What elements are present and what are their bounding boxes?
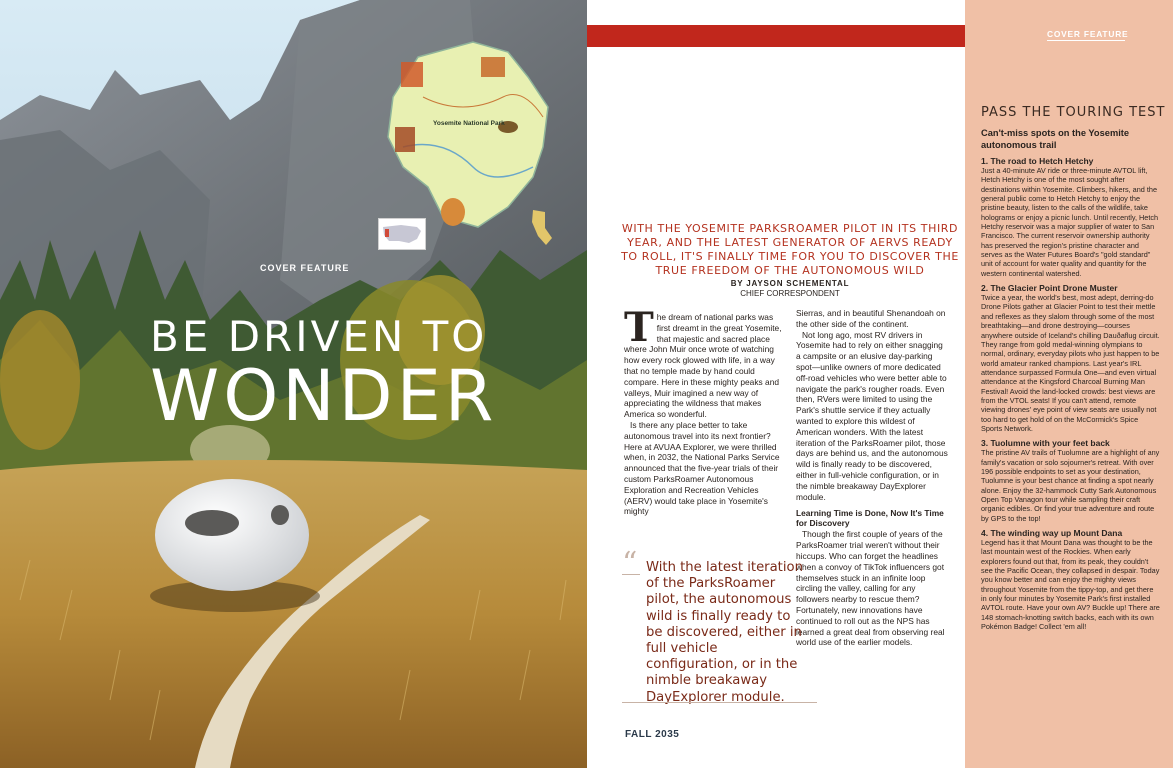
article-column-2 xyxy=(796,308,948,648)
sidebar-section-label: COVER FEATURE xyxy=(1047,29,1129,39)
drop-cap: T xyxy=(624,304,654,351)
divider xyxy=(1047,40,1125,41)
quote-mark-icon: “ xyxy=(622,546,638,581)
list-item-heading: 1. The road to Hetch Hetchy xyxy=(981,156,1094,166)
list-item-heading: 4. The winding way up Mount Dana xyxy=(981,528,1123,539)
byline-title: CHIEF CORRESPONDENT xyxy=(740,289,840,298)
list-item-heading: 2. The Glacier Point Drone Muster xyxy=(981,283,1118,294)
pull-quote: With the latest iteration of the ParksRoamer pilot, the autonomous wild is finally ready to be discovered, either in full vehicle configuration, or in the nimble breakaway DayExplorer module. xyxy=(646,560,803,705)
list-item-body: Just a 40-minute AV ride or three-minute AVTOL lift, Hetch Hetchy is one of the most sought after destinations within Yosemite. Climbers, hikers, and the general public come to Hetch Hetchy to enjoy the pristine beauty, listen to the calls of the wildlife, take holograms or enjoy a picnic lunch. Until recently, Hetch Hetchy reservoir was a major supplier of water to San Francisco. The current reservoir ownership authority has preserved the region's pristine character and serves as the Water Futures Board's "gold standard" unit of account for water quality and quantity for the western continental watershed. xyxy=(981,166,1159,278)
paragraph: he dream of national parks was first dreamt in the great Yosemite, that majestic and sacred place where John Muir once wrote of watching how every rock glowed with life, in a way that no temple made by hand could compare. Here in these mighty peaks and valleys, Muir imagined a new way of appreciating the wildness that makes America so wonderful. xyxy=(624,312,782,420)
byline-name: BY JAYSON SCHEMENTAL xyxy=(730,279,850,288)
us-inset-map xyxy=(378,218,426,250)
section-label: COVER FEATURE xyxy=(260,263,350,273)
byline xyxy=(620,279,960,299)
paragraph: Though the first couple of years of the ParksRoamer trial weren't without their hiccups. Who can forget the headlines when a convoy of TikTok influencers got themselves stuck in an infinite loop circling the valley, calling for any followers nearby to rescue them? Fortunately, new innovations have continued to roll out as the NPS has learned a great deal from observing real world use of the earlier models. xyxy=(796,529,945,648)
sidebar-subtitle: Can't-miss spots on the Yosemite autonomous trail xyxy=(981,128,1130,150)
park-map xyxy=(383,37,553,232)
paragraph: Not long ago, most RV drivers in Yosemite had to rely on either snagging a campsite or an elusive day-parking spot—unlike owners of more dedicated off-road vehicles who were better able to navigate the park's rougher roads. Even then, RVers were limited to using the Park's shuttle service if they actually wanted to explore this wildest of American wonders. With the latest iteration of the ParksRoamer pilot, those days are behind us, and the autonomous wild is finally ready to be discovered, either in full-vehicle configuration, or in the nimble breakaway DayExplorer module. xyxy=(796,329,948,502)
article-column-1 xyxy=(624,304,784,517)
divider xyxy=(622,702,817,703)
article-subhead: Learning Time is Done, Now It's Time for Discovery xyxy=(796,508,944,529)
map-park-label: Yosemite National Park xyxy=(433,120,505,127)
headline-line2: WONDER xyxy=(150,355,498,437)
paragraph: Is there any place better to take autonomous travel into its next frontier? Here at AVUAA Explorer, we were thrilled when, in 2032, the National Parks Service announced that the five-year trials of their custom ParksRoamer Autonomous Exploration and Recreation Vehicles (AERV) would take place in Yosemite's mighty xyxy=(624,419,780,517)
list-item-heading: 3. Tuolumne with your feet back xyxy=(981,438,1110,449)
us-map-icon xyxy=(379,219,425,249)
list-item-body: The pristine AV trails of Tuolumne are a highlight of any family's vacation or solo sojourner's retreat. With over 196 possible endpoints to set as your destination, Tuolumne is your best chance at finding a spot nearly alone. Enjoy the 32-hammock Cutty Sark Autonomous Open Top Vanagon tour while sampling their craft organic edibles. Or find your true adventure and route by GPS to the top! xyxy=(981,448,1160,523)
issue-folio: FALL 2035 xyxy=(625,729,680,740)
divider xyxy=(622,574,640,575)
list-item-body: Legend has it that Mount Dana was thought to be the last mountain west of the Rockies. When early explorers found out that, from its peak, they couldn't see the Pacific Ocean, they collapsed in despair. Today you know better and can enjoy the mighty views throughout Yosemite from the tippy-top, and get there in only four minutes by Yosemite Park's first installed AVTOL route. Have your own AV? Buckle up! There are 148 stomach-knotting switch backs, each with its own Pokémon Badge! Collect 'em all! xyxy=(981,538,1160,632)
headline-line1: BE DRIVEN TO xyxy=(150,312,488,361)
paragraph: Sierras, and in beautiful Shenandoah on the other side of the continent. xyxy=(796,308,946,329)
sidebar-list xyxy=(981,156,1161,636)
sidebar-title: PASS THE TOURING TEST xyxy=(981,105,1166,120)
sidebar-panel xyxy=(965,0,1173,768)
header-accent-bar xyxy=(587,25,965,47)
article-deck: WITH THE YOSEMITE PARKSROAMER PILOT IN ITS THIRD YEAR, AND THE LATEST GENERATOR OF AERVS READY TO ROLL, IT'S FINALLY TIME FOR YOU TO DISCOVER THE TRUE FREEDOM OF THE AUTONOMOUS WILD xyxy=(621,222,959,277)
list-item-body: Twice a year, the world's best, most adept, derring-do Drone Pilots gather at Glacier Point to test their mettle and reflexes as they slalom through some of the most breathtaking—and drone destroying—courses anywhere outside of Iceland's chilling Dauðaflug circuit. They range from gold medal-winning olympians to normal, ordinary, everyday pilots who just happen to be world amateur ranked champions. Last year's IRL attendance surpassed Formula One—and even virtual attendance at the Kingsford Charcoal Burning Man Festival! Avoid the land-locked crowds: best views are from the VTOL seats! If you can't attend, remote viewing drones' eye point of view seats are usually not too hard to get hold of on the McCormick's Spice Sports Network. xyxy=(981,293,1160,433)
